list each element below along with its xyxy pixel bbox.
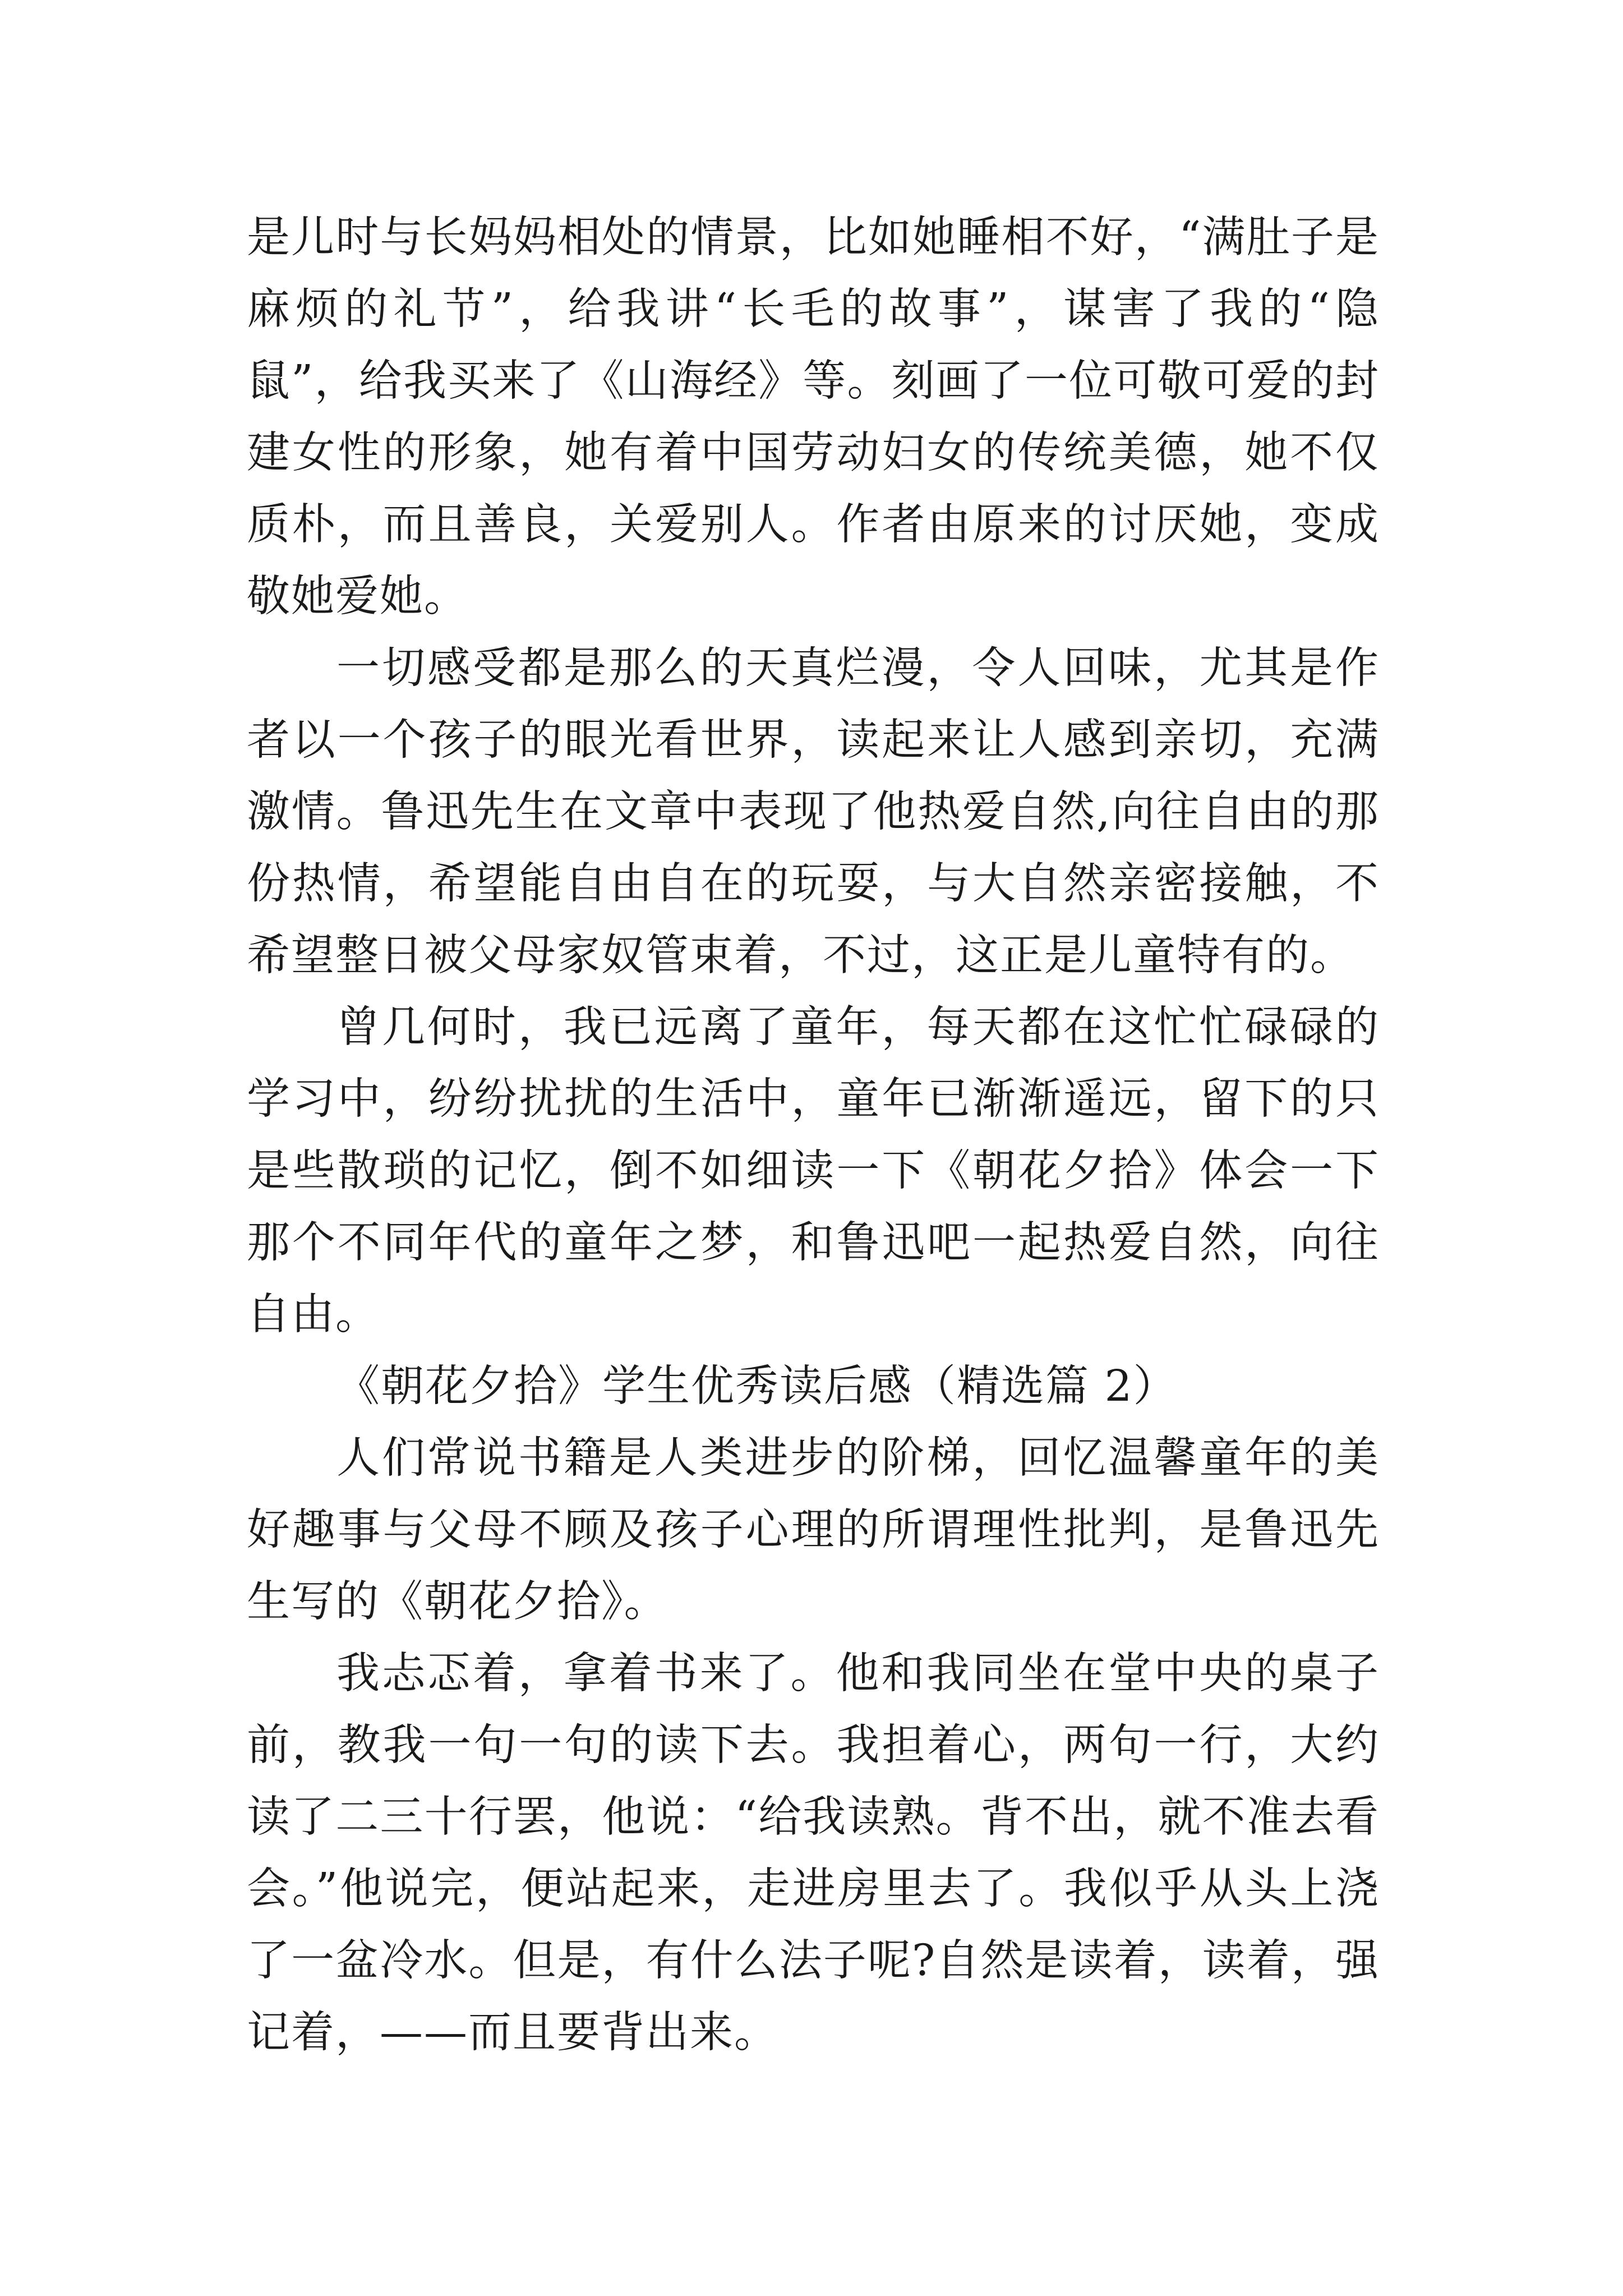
paragraph-4: 人们常说书籍是人类进步的阶梯，回忆温馨童年的美好趣事与父母不顾及孩子心理的所谓理性批判，是鲁迅先生写的《朝花夕拾》。 bbox=[247, 1433, 1380, 1627]
paragraph-5: 我忐忑着，拿着书来了。他和我同坐在堂中央的桌子前，教我一句一句的读下去。我担着心，两句一行，大约读了二三十行罢，他说：“给我读熟。背不出，就不准去看会。”他说完，便站起来，走进房里去了。我似乎从头上浇了一盆冷水。但是，有什么法子呢?自然是读着，读着，强记着，——而且要背出来。 bbox=[247, 1649, 1380, 2058]
paragraph-3: 曾几何时，我已远离了童年，每天都在这忙忙碌碌的学习中，纷纷扰扰的生活中，童年已渐渐遥远，留下的只是些散琐的记忆，倒不如细读一下《朝花夕拾》体会一下那个不同年代的童年之梦，和鲁迅吧一起热爱自然，向往自由。 bbox=[247, 1002, 1380, 1340]
paragraph-2: 一切感受都是那么的天真烂漫，令人回味，尤其是作者以一个孩子的眼光看世界，读起来让人感到亲切，充满激情。鲁迅先生在文章中表现了他热爱自然,向往自由的那份热情，希望能自由自在的玩耍，与大自然亲密接触，不希望整日被父母家奴管束着，不过，这正是儿童特有的。 bbox=[247, 643, 1380, 981]
section-heading: 《朝花夕拾》学生优秀读后感（精选篇 2） bbox=[336, 1361, 1178, 1411]
paragraph-1: 是儿时与长妈妈相处的情景，比如她睡相不好，“满肚子是麻烦的礼节”，给我讲“长毛的故事”，谋害了我的“隐鼠”，给我买来了《山海经》等。刻画了一位可敬可爱的封建女性的形象，她有着中国劳动妇女的传统美德，她不仅质朴，而且善良，关爱别人。作者由原来的讨厌她，变成敬她爱她。 bbox=[247, 213, 1380, 622]
document-body bbox=[247, 202, 1380, 2069]
